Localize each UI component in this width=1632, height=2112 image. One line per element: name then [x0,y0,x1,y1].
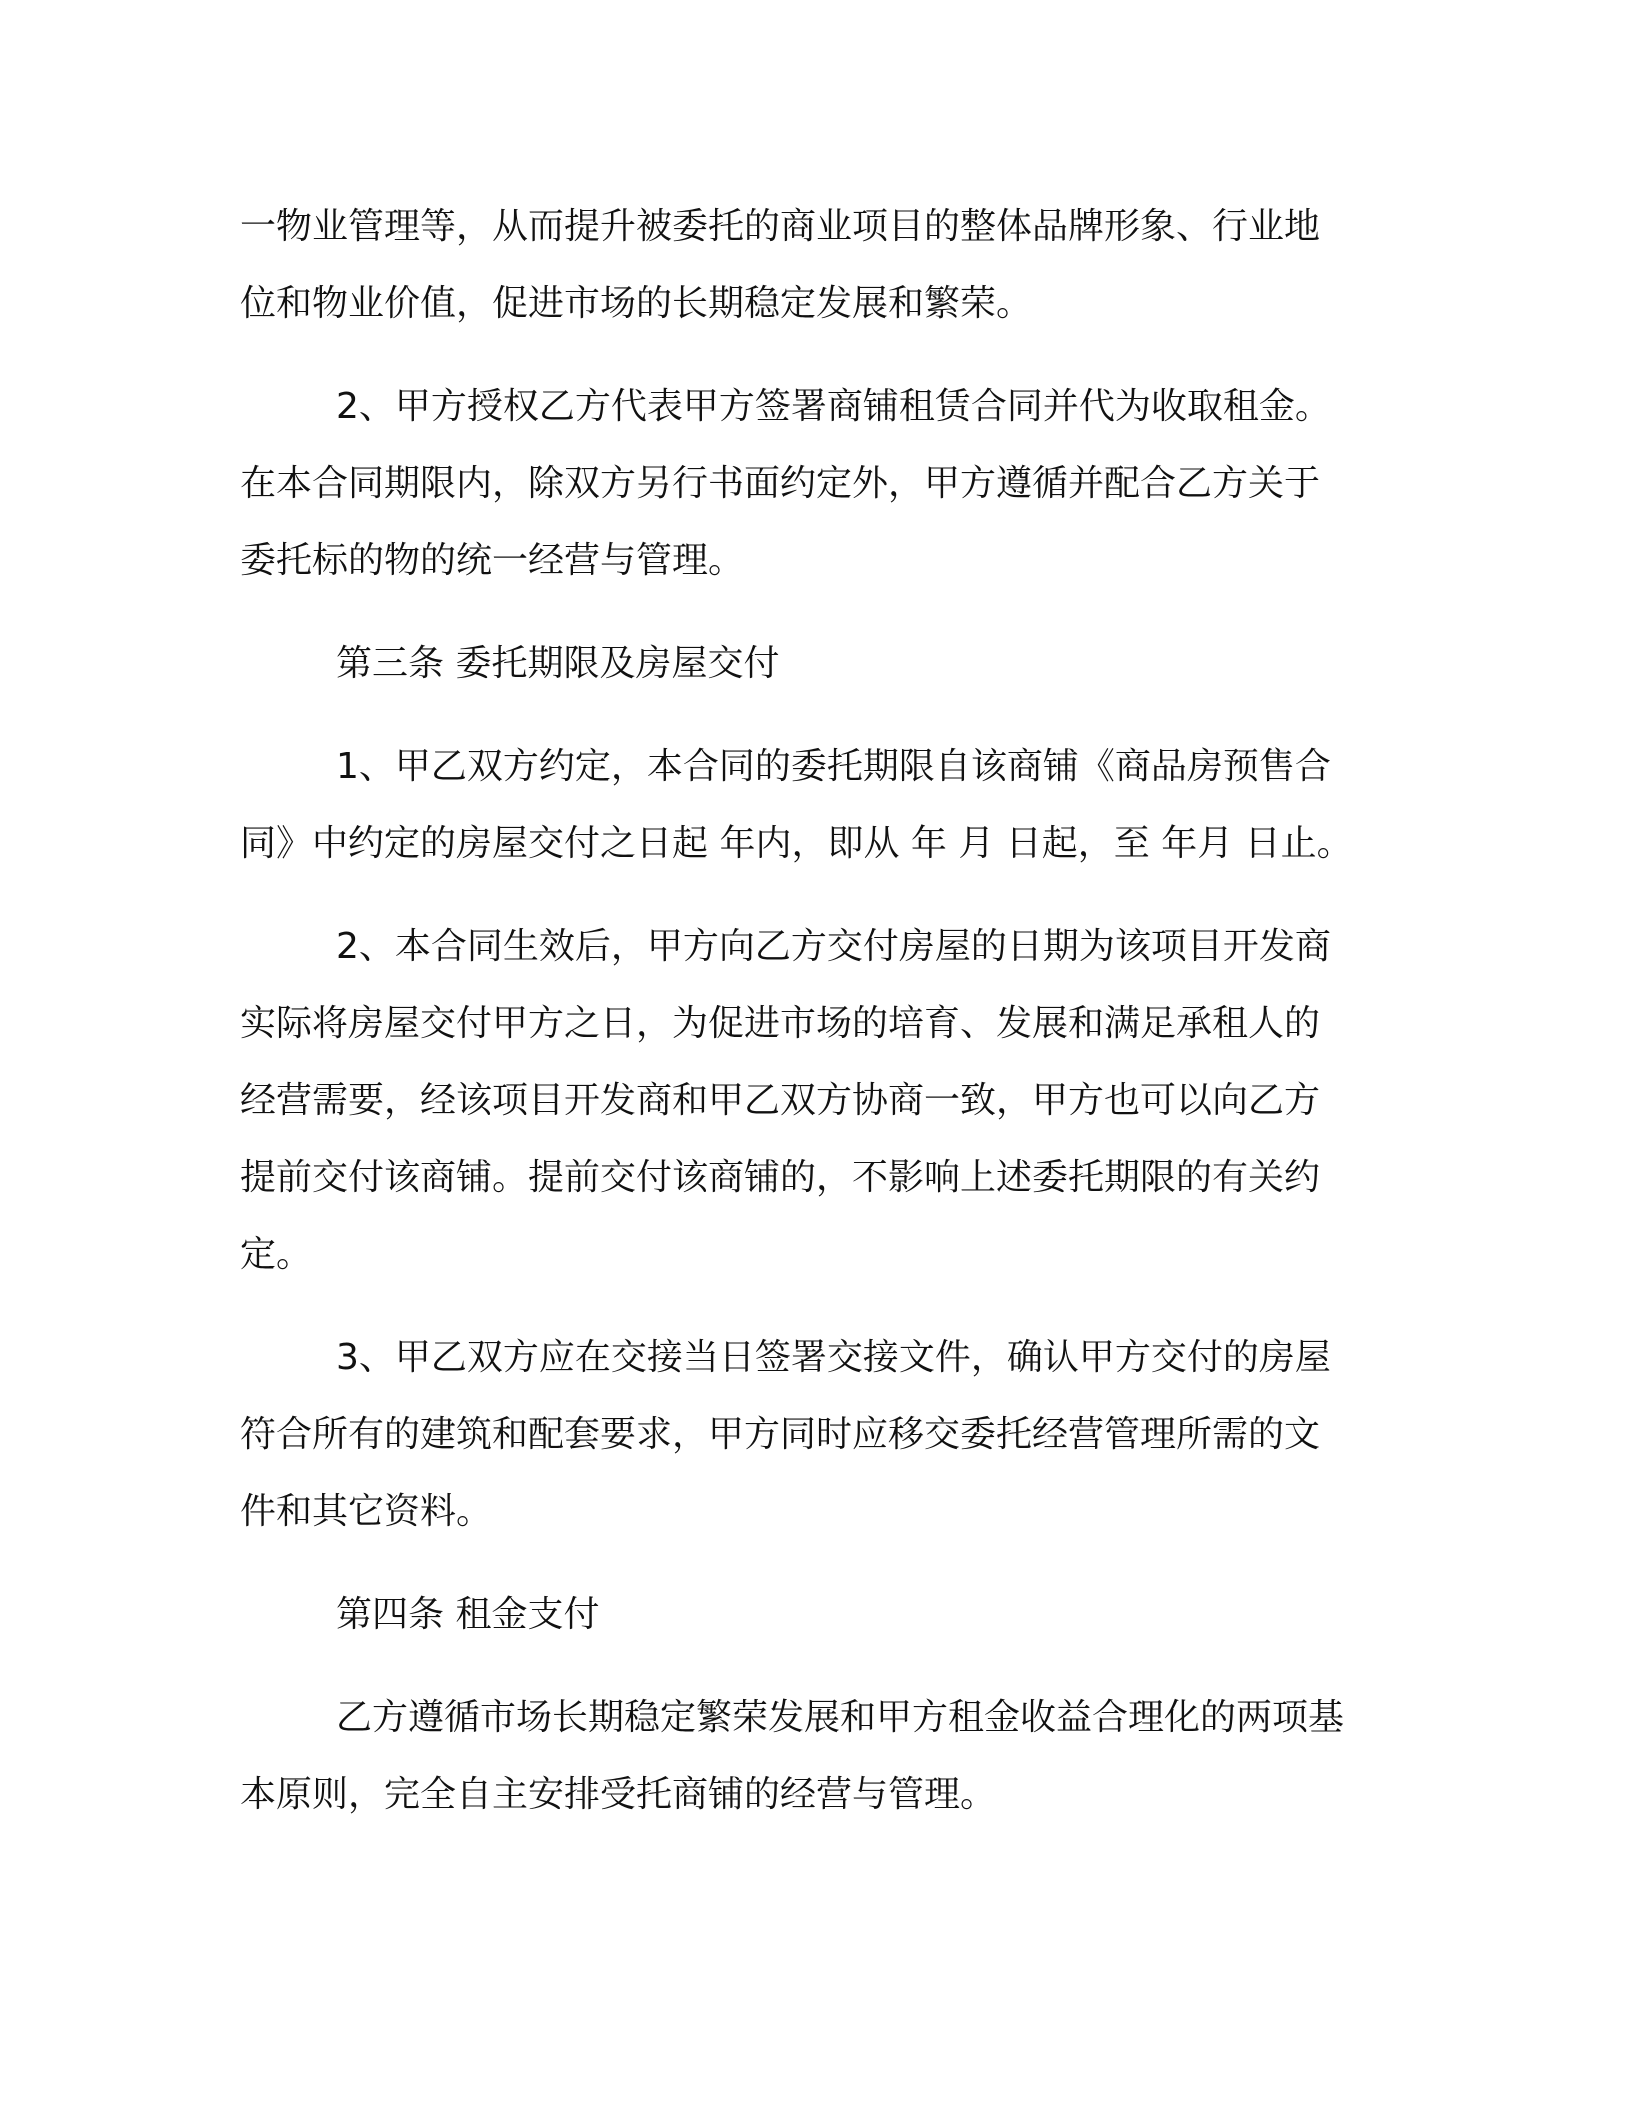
text-line: 在本合同期限内，除双方另行书面约定外，甲方遵循并配合乙方关于 [240,463,1321,504]
text-line: 委托标的物的统一经营与管理。 [240,540,745,581]
text-line: 实际将房屋交付甲方之日，为促进市场的培育、发展和满足承租人的 [240,1003,1321,1044]
text-line: 2、本合同生效后，甲方向乙方交付房屋的日期为该项目开发商 [336,926,1331,967]
text-line: 提前交付该商铺。提前交付该商铺的，不影响上述委托期限的有关约 [240,1157,1321,1198]
heading-text: 第四条 租金支付 [336,1594,600,1635]
document-body [240,188,1380,1833]
text-line: 本原则，完全自主安排受托商铺的经营与管理。 [240,1774,997,1815]
paragraph-clause-3-3 [240,1319,1380,1550]
paragraph-continuation [240,188,1380,342]
text-line: 2、甲方授权乙方代表甲方签署商铺租赁合同并代为收取租金。 [336,386,1331,427]
text-line: 件和其它资料。 [240,1491,493,1532]
paragraph-clause-3-1 [240,728,1380,882]
paragraph-clause-2-2 [240,368,1380,599]
text-line: 一物业管理等，从而提升被委托的商业项目的整体品牌形象、行业地 [240,206,1321,247]
text-line: 位和物业价值，促进市场的长期稳定发展和繁荣。 [240,283,1033,324]
text-line: 符合所有的建筑和配套要求，甲方同时应移交委托经营管理所需的文 [240,1414,1321,1455]
section-heading-article-4 [240,1576,1380,1653]
section-heading-article-3 [240,625,1380,702]
heading-text: 第三条 委托期限及房屋交付 [336,643,780,684]
text-line: 经营需要，经该项目开发商和甲乙双方协商一致，甲方也可以向乙方 [240,1080,1321,1121]
text-line: 定。 [240,1234,313,1275]
text-line: 乙方遵循市场长期稳定繁荣发展和甲方租金收益合理化的两项基 [336,1697,1345,1738]
paragraph-article-4-body [240,1679,1380,1833]
text-line: 3、甲乙双方应在交接当日签署交接文件，确认甲方交付的房屋 [336,1337,1331,1378]
text-line: 同》中约定的房屋交付之日起 年内，即从 年 月 日起，至 年月 日止。 [240,823,1353,864]
text-line: 1、甲乙双方约定，本合同的委托期限自该商铺《商品房预售合 [336,746,1331,787]
paragraph-clause-3-2 [240,908,1380,1293]
